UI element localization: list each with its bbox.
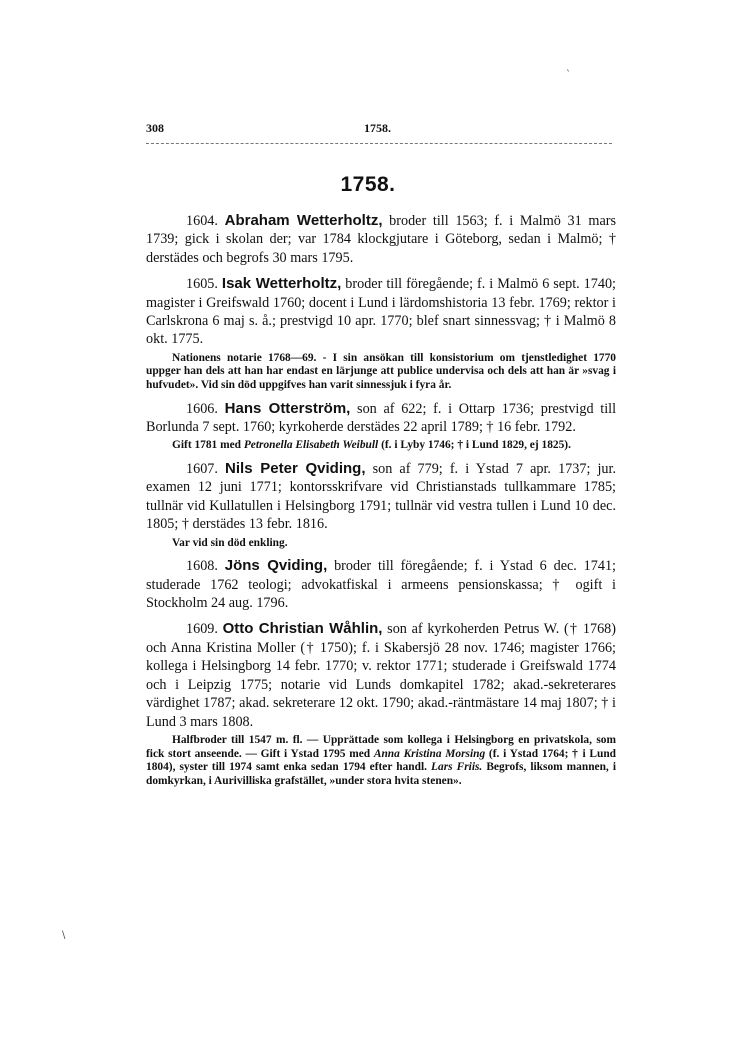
scan-speck: ` [566, 70, 571, 81]
entry-text: broder till föregående; f. i Ystad 6 dec. 1741; studerade 1762 teologi; advokatfiskal i armeens pensionskassa; † ogift i Stockholm 24 aug. 1796. [146, 558, 616, 612]
entry-text: broder till 1563; f. i Malmö 31 mars 1739; gick i skolan der; var 1784 klockgjutare i Göteborg, sedan i Malmö; † derstädes och begrofs 30 mars 1795. [146, 213, 616, 266]
entry-number: 1609. [186, 621, 218, 638]
entry-1606 [146, 400, 616, 437]
entry-number: 1606. [186, 400, 218, 417]
entry-number: 1605. [186, 276, 218, 293]
entry-text: son af 779; f. i Ystad 7 apr. 1737; jur. examen 12 juni 1771; kontorsskrifvare vid Christianstads tullkammare 1785; tullnär vid Kullatullen i Helsingborg 1791; tullnär vid vestra tullen i Lund 10 dec. 1805; † derstädes 13 febr. 1816. [146, 461, 617, 533]
note-text: Halfbroder till 1547 m. fl. — Upprättade som kollega i Helsingborg en privatskola, som fick stort anseende. — Gift i Ystad 1795 med [146, 733, 616, 760]
note-italic-name: Anna Kristina Morsing [373, 747, 486, 760]
note-italic-name: Petronella Elisabeth Weibull [243, 439, 379, 452]
note-text: (f. i Ystad 1764; † i Lund 1804), syster till 1974 samt enka sedan 1794 efter handl. [146, 747, 616, 774]
entries-body [146, 212, 616, 795]
note-text: Var vid sin död enkling. [172, 536, 288, 549]
entry-name: Isak Wetterholtz, [221, 275, 342, 293]
header-rule [146, 143, 612, 144]
entry-name: Otto Christian Wåhlin, [222, 620, 383, 638]
entry-text: son af 622; f. i Ottarp 1736; prestvigd till Borlunda 7 sept. 1760; kyrkoherde derstädes 22 april 1789; † 16 febr. 1792. [146, 400, 617, 436]
entry-number: 1608. [186, 558, 218, 575]
entry-text: son af kyrkoherden Petrus W. († 1768) och Anna Kristina Moller († 1750); f. i Skabersjö 28 nov. 1746; magister 1766; kollega i Helsingborg 14 febr. 1770; v. rektor 1771; studerade i Greifswald 1774 och i Leipzig 1775; notarie vid Lunds domkapitel 1782; akad.-sekreterares värdighet 1787; akad. sekreterare 12 okt. 1790; akad.-räntmästare 14 maj 1807; † i Lund 3 mars 1808. [146, 621, 616, 730]
entry-name: Jöns Qviding, [224, 557, 328, 575]
entry-note [146, 734, 616, 788]
entry-name: Abraham Wetterholtz, [224, 212, 383, 229]
note-text: Gift 1781 med [172, 439, 244, 452]
entry-name: Hans Otterström, [224, 399, 351, 417]
note-text: Begrofs, liksom mannen, i domkyrkan, i Aurivilliska grafstället, »under stora hvita stenen». [146, 761, 616, 787]
entry-note [146, 439, 616, 453]
entry-1607 [146, 460, 616, 534]
entry-1608 [146, 557, 616, 612]
running-head: 1758. [364, 121, 391, 135]
entry-1609 [146, 620, 616, 730]
entry-note [146, 352, 616, 393]
page-number: 308 [146, 121, 164, 135]
entry-number: 1604. [186, 213, 218, 229]
entry-number: 1607. [186, 461, 218, 478]
entry-name: Nils Peter Qviding, [225, 460, 366, 478]
note-italic-name: Lars Friis. [431, 761, 483, 774]
note-text: (f. i Lyby 1746; † i Lund 1829, ej 1825). [378, 439, 571, 452]
entry-note [146, 537, 616, 551]
entry-text: broder till föregående; f. i Malmö 6 sept. 1740; magister i Greifswald 1760; docent i Lund i lärdomshistoria 13 febr. 1769; rektor i Carlskrona 6 maj s. å.; prestvigd 10 apr. 1770; blef snart sinnessvag; † i Malmö 8 okt. 1775. [146, 276, 617, 348]
entry-1604 [146, 212, 616, 267]
note-text: Nationens notarie 1768—69. - I sin ansökan till konsistorium om tjenstledighet 1770 uppger han dels att han har endast en lärjunge att publice undervisa och dels att han är »svag i hufvudet». Vid sin död uppgifves han varit sinnessjuk i fyra år. [146, 351, 616, 392]
section-title: 1758. [340, 173, 396, 196]
entry-1605 [146, 275, 616, 349]
scan-speck: \ [62, 930, 66, 941]
page-header [146, 121, 616, 141]
